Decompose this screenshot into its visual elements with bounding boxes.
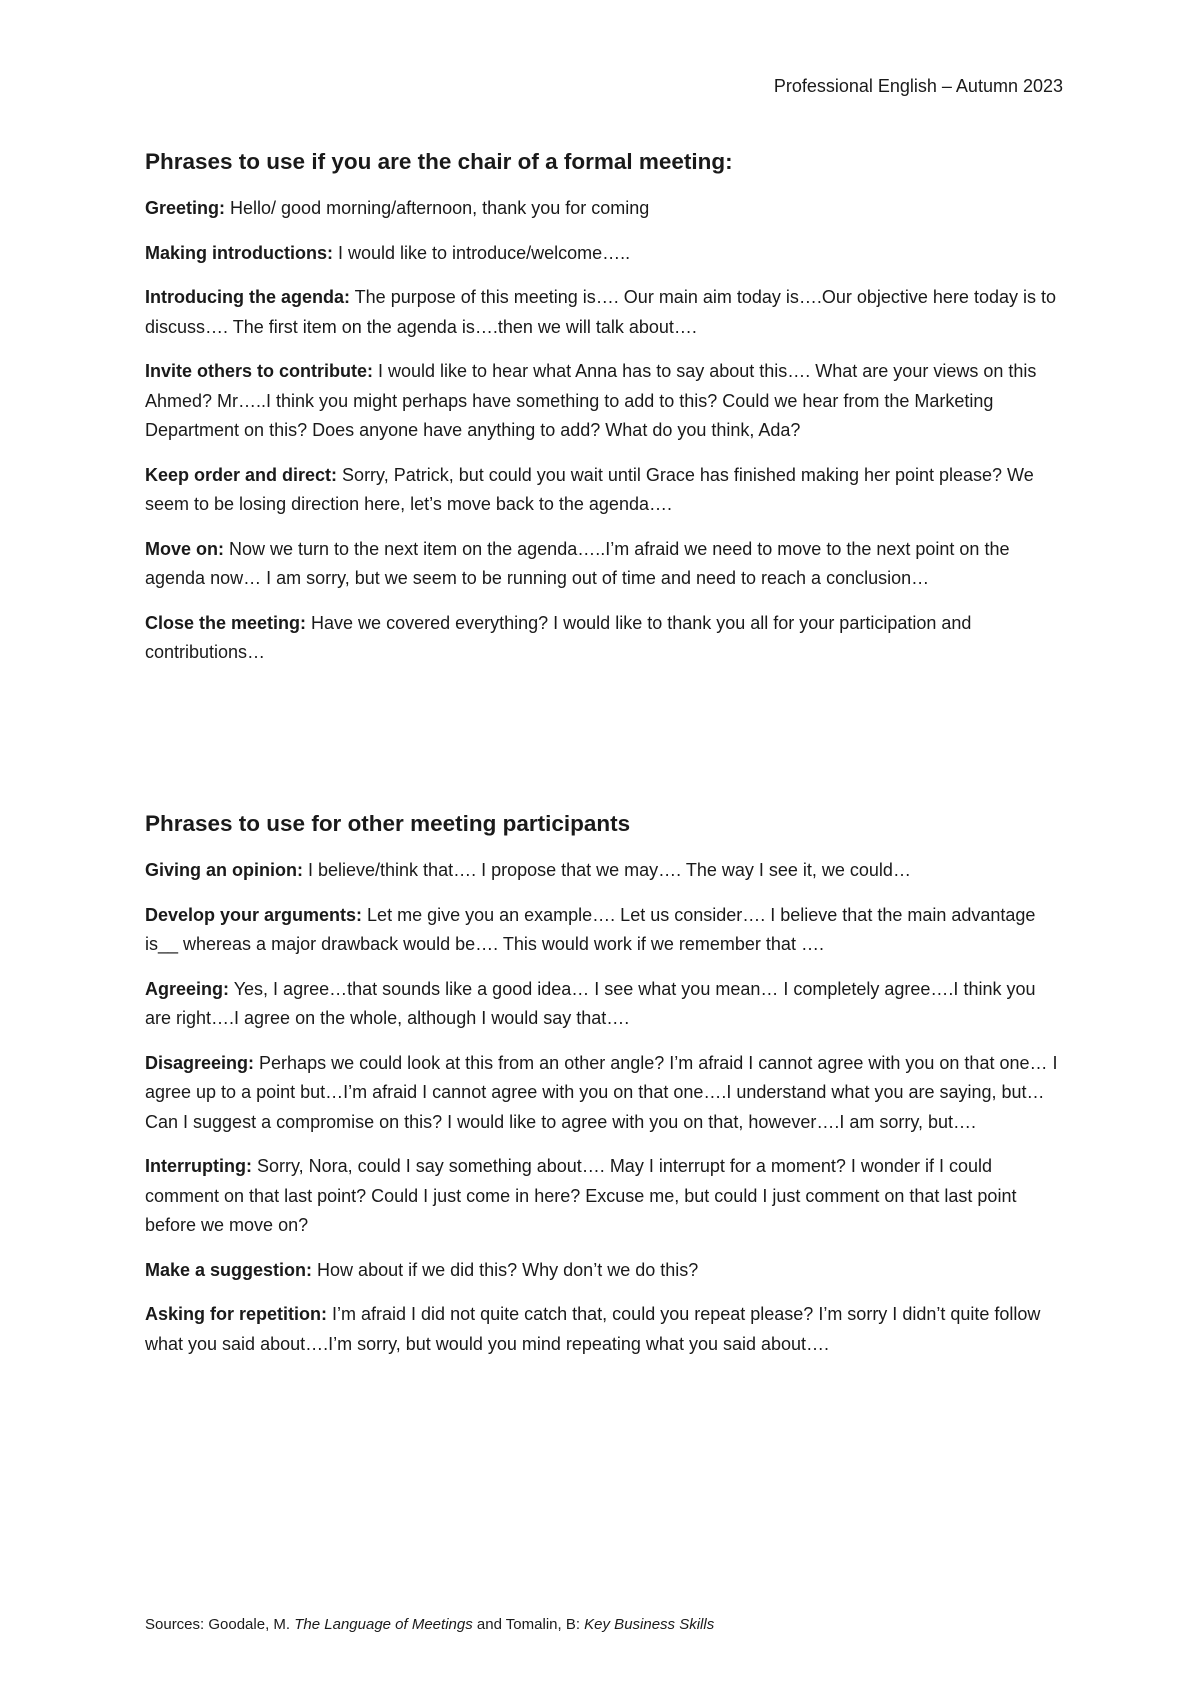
phrase-label: Introducing the agenda: <box>145 287 350 307</box>
phrase-text: Perhaps we could look at this from an other angle? I’m afraid I cannot agree with you on that one… I agree up to a point but…I’m afraid I cannot agree with you on that one….I understand what you are saying, but… Can I suggest a compromise on this? I would like to agree with you on that, however….I am sorry, but…. <box>145 1052 1058 1132</box>
phrase-label: Develop your arguments: <box>145 904 363 925</box>
phrase-text: I believe/think that…. I propose that we may…. The way I see it, we could… <box>302 860 911 880</box>
phrase-label: Move on: <box>145 538 224 559</box>
phrase-text: The purpose of this meeting is…. Our main aim today is….Our objective here today is to discuss…. The first item on the agenda is….then we will talk about…. <box>145 287 1056 337</box>
phrase-text: I would like to introduce/welcome….. <box>333 242 631 263</box>
phrase-item <box>145 856 1065 886</box>
phrase-label: Greeting: <box>145 198 226 218</box>
source-book-1: The Language of Meetings <box>294 1616 473 1633</box>
section-participants <box>145 810 1065 1374</box>
phrase-item <box>145 609 1065 668</box>
phrase-text: Now we turn to the next item on the agenda…..I’m afraid we need to move to the next point on the agenda now… I am sorry, but we seem to be running out of time and need to reach a conclusion… <box>145 538 1010 588</box>
phrase-label: Giving an opinion: <box>145 860 303 880</box>
phrase-item <box>145 357 1065 446</box>
phrase-item <box>145 1256 1065 1286</box>
phrase-label: Close the meeting: <box>145 612 307 633</box>
phrase-item <box>145 1300 1065 1359</box>
section-title-chair: Phrases to use if you are the chair of a formal meeting: <box>145 149 733 174</box>
phrase-text: Sorry, Patrick, but could you wait until Grace has finished making her point please? We seem to be losing direction here, let’s move back to the agenda…. <box>145 464 1034 514</box>
phrase-label: Interrupting: <box>145 1156 252 1176</box>
phrase-text: Sorry, Nora, could I say something about…. May I interrupt for a moment? I wonder if I could comment on that last point? Could I just come in here? Excuse me, but could I just comment on that last point before we move on? <box>145 1156 1017 1235</box>
sources-middle: and Tomalin, B: <box>472 1616 585 1633</box>
sources-footer <box>145 1616 714 1633</box>
sources-prefix: Sources: Goodale, M. <box>145 1616 295 1633</box>
phrase-label: Disagreeing: <box>145 1052 255 1073</box>
phrase-label: Making introductions: <box>145 242 333 263</box>
phrase-text: I’m afraid I did not quite catch that, could you repeat please? I’m sorry I didn’t quite follow what you said about….I’m sorry, but would you mind repeating what you said about…. <box>145 1304 1041 1354</box>
phrase-label: Make a suggestion: <box>145 1259 313 1280</box>
phrase-item <box>145 194 1065 224</box>
phrase-item <box>145 901 1065 960</box>
source-book-2: Key Business Skills <box>584 1616 715 1633</box>
page-header: Professional English – Autumn 2023 <box>773 76 1063 96</box>
phrase-item <box>145 1152 1065 1241</box>
phrase-item <box>145 1049 1065 1138</box>
phrase-label: Agreeing: <box>145 978 230 999</box>
phrase-label: Asking for repetition: <box>145 1304 328 1324</box>
phrase-text: Yes, I agree…that sounds like a good idea… I see what you mean… I completely agree….I think you are right….I agree on the whole, although I would say that…. <box>145 978 1036 1028</box>
section-chair <box>145 148 1065 683</box>
phrase-text: Have we covered everything? I would like to thank you all for your participation and contributions… <box>145 612 972 662</box>
section-title-participants: Phrases to use for other meeting participants <box>145 811 631 836</box>
phrase-text: Hello/ good morning/afternoon, thank you for coming <box>225 198 650 218</box>
phrase-label: Keep order and direct: <box>145 464 338 485</box>
phrase-label: Invite others to contribute: <box>145 361 374 381</box>
phrase-item <box>145 975 1065 1034</box>
phrase-item <box>145 283 1065 342</box>
phrase-item <box>145 535 1065 594</box>
phrase-text: I would like to hear what Anna has to say about this…. What are your views on this Ahmed? Mr…..I think you might perhaps have something to add to this? Could we hear from the Marketing Department on this? Does anyone have anything to add? What do you think, Ada? <box>145 361 1037 440</box>
phrase-item <box>145 239 1065 269</box>
phrase-text: How about if we did this? Why don’t we do this? <box>312 1259 699 1280</box>
phrase-item <box>145 461 1065 520</box>
phrase-text: Let me give you an example…. Let us consider…. I believe that the main advantage is__ whereas a major drawback would be…. This would work if we remember that …. <box>145 904 1036 954</box>
